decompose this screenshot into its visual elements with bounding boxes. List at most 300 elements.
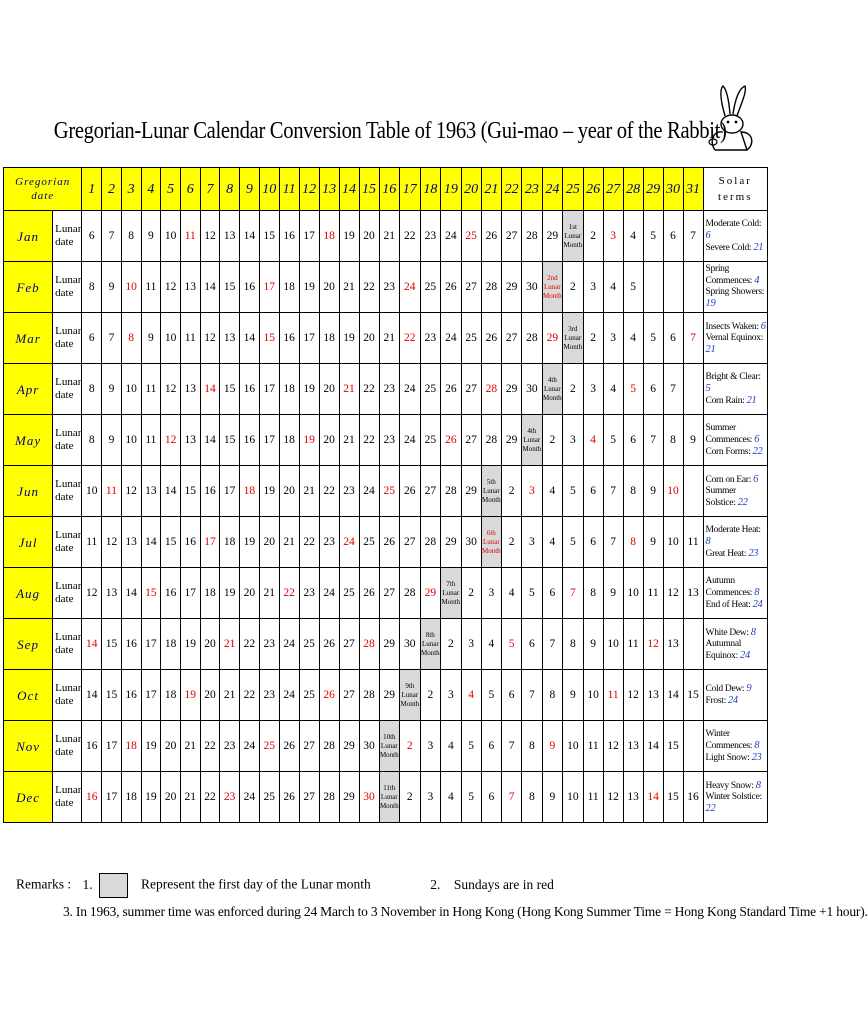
lunar-date-cell: 23 <box>259 670 279 721</box>
lunar-date-cell: 10 <box>82 466 102 517</box>
solar-term-date: 21 <box>705 343 716 355</box>
day-header-13: 13 <box>319 168 339 211</box>
lunar-date-cell: 9 <box>542 772 563 823</box>
solar-terms-cell <box>703 415 767 466</box>
lunar-date-cell: 27 <box>339 619 359 670</box>
month-label: Nov <box>4 721 53 772</box>
solar-term <box>706 372 767 395</box>
lunar-date-cell: 17 <box>220 466 240 517</box>
day-header-15: 15 <box>359 168 379 211</box>
lunar-date-cell: 14 <box>82 619 102 670</box>
lunar-date-cell: 23 <box>299 568 319 619</box>
day-header-17: 17 <box>400 168 421 211</box>
remarks-label: Remarks : <box>16 876 72 892</box>
lunar-date-cell: 2 <box>502 517 522 568</box>
lunar-date-cell: 21 <box>339 415 359 466</box>
lunar-date-label: Lunar date <box>53 772 82 823</box>
lunar-date-cell: 6 <box>643 364 663 415</box>
lunar-date-cell: 13 <box>102 568 122 619</box>
lunar-date-cell: 10 <box>563 721 584 772</box>
solar-term <box>706 752 767 764</box>
lunar-date-cell: 5 <box>643 211 663 262</box>
lunar-date-cell: 20 <box>259 517 279 568</box>
lunar-date-cell <box>683 619 703 670</box>
lunar-date-label: Lunar date <box>53 670 82 721</box>
lunar-date-label: Lunar date <box>53 721 82 772</box>
solar-terms-cell <box>703 262 767 313</box>
lunar-date-cell <box>683 466 703 517</box>
lunar-date-cell: 18 <box>319 211 339 262</box>
lunar-date-cell: 4 <box>623 211 643 262</box>
solar-term-date: 6 <box>760 320 766 332</box>
lunar-date-cell: 2 <box>583 211 603 262</box>
lunar-date-cell: 11 <box>141 364 161 415</box>
lunar-date-cell: 25 <box>420 364 441 415</box>
lunar-date-cell: 23 <box>379 364 400 415</box>
solar-term-name: Severe Cold: <box>705 242 752 253</box>
day-header-3: 3 <box>121 168 141 211</box>
month-row-feb <box>4 262 768 313</box>
solar-term <box>706 627 767 639</box>
solar-term <box>706 525 767 548</box>
solar-term-name: Autumn Commences: <box>705 575 753 598</box>
lunar-date-cell: 3 <box>583 364 603 415</box>
lunar-date-cell: 6 <box>82 313 102 364</box>
lunar-date-cell: 21 <box>339 262 359 313</box>
lunar-date-cell: 13 <box>180 262 200 313</box>
day-header-27: 27 <box>603 168 623 211</box>
lunar-date-cell: 15 <box>102 619 122 670</box>
month-label: Aug <box>4 568 53 619</box>
lunar-date-cell: 22 <box>200 721 220 772</box>
day-header-16: 16 <box>379 168 400 211</box>
lunar-date-cell: 12 <box>623 670 643 721</box>
lunar-date-label: Lunar date <box>53 313 82 364</box>
lunar-date-cell: 24 <box>400 364 421 415</box>
solar-term <box>706 683 767 695</box>
lunar-date-cell: 12 <box>161 262 181 313</box>
solar-term-date: 8 <box>705 535 711 547</box>
lunar-date-cell: 6 <box>583 517 603 568</box>
lunar-date-cell: 17 <box>141 619 161 670</box>
lunar-date-cell: 12 <box>121 466 141 517</box>
lunar-month-start-cell: 9th Lunar Month <box>400 670 421 721</box>
solar-terms-cell <box>703 313 767 364</box>
lunar-date-cell: 25 <box>339 568 359 619</box>
lunar-date-cell: 7 <box>643 415 663 466</box>
month-label: Jan <box>4 211 53 262</box>
lunar-date-cell: 7 <box>663 364 683 415</box>
lunar-date-cell: 18 <box>279 262 299 313</box>
lunar-date-cell: 3 <box>583 262 603 313</box>
lunar-date-cell: 12 <box>603 772 623 823</box>
lunar-date-cell: 13 <box>180 364 200 415</box>
lunar-date-cell: 16 <box>180 517 200 568</box>
lunar-date-cell: 6 <box>481 721 502 772</box>
month-label: Dec <box>4 772 53 823</box>
lunar-date-cell: 7 <box>522 670 543 721</box>
lunar-date-cell: 27 <box>461 415 481 466</box>
month-label: Feb <box>4 262 53 313</box>
lunar-date-cell: 16 <box>82 721 102 772</box>
lunar-date-cell: 24 <box>279 619 299 670</box>
lunar-date-cell: 20 <box>359 313 379 364</box>
solar-terms-cell <box>703 670 767 721</box>
lunar-date-cell: 20 <box>200 670 220 721</box>
lunar-date-cell: 25 <box>299 619 319 670</box>
lunar-date-cell: 12 <box>200 313 220 364</box>
lunar-date-cell: 15 <box>220 364 240 415</box>
lunar-date-cell: 6 <box>502 670 522 721</box>
lunar-date-cell: 21 <box>379 313 400 364</box>
lunar-date-cell: 18 <box>220 517 240 568</box>
lunar-date-cell: 26 <box>379 517 400 568</box>
solar-term-name: Moderate Cold: <box>705 218 762 229</box>
lunar-month-start-cell: 4th Lunar Month <box>522 415 543 466</box>
lunar-date-cell: 16 <box>161 568 181 619</box>
day-header-24: 24 <box>542 168 563 211</box>
solar-term-name: Great Heat: <box>705 548 747 559</box>
lunar-date-label: Lunar date <box>53 364 82 415</box>
lunar-date-cell: 14 <box>643 772 663 823</box>
lunar-date-cell: 5 <box>461 772 481 823</box>
lunar-date-cell: 12 <box>603 721 623 772</box>
lunar-date-cell: 3 <box>441 670 462 721</box>
lunar-date-cell: 2 <box>563 262 584 313</box>
lunar-date-cell: 20 <box>240 568 260 619</box>
lunar-date-cell: 16 <box>121 670 141 721</box>
lunar-date-cell: 12 <box>161 364 181 415</box>
day-header-11: 11 <box>279 168 299 211</box>
solar-term-name: Spring Commences: <box>705 264 753 286</box>
lunar-date-cell: 3 <box>603 211 623 262</box>
lunar-date-cell: 7 <box>603 517 623 568</box>
lunar-date-cell: 6 <box>481 772 502 823</box>
lunar-date-cell: 17 <box>141 670 161 721</box>
lunar-date-cell: 19 <box>180 619 200 670</box>
lunar-date-cell: 13 <box>141 466 161 517</box>
lunar-date-cell: 4 <box>603 364 623 415</box>
lunar-date-cell: 26 <box>359 568 379 619</box>
lunar-date-cell: 28 <box>400 568 421 619</box>
lunar-date-cell: 22 <box>359 364 379 415</box>
lunar-date-cell: 27 <box>420 466 441 517</box>
month-label: Jun <box>4 466 53 517</box>
lunar-date-cell: 22 <box>400 313 421 364</box>
day-header-28: 28 <box>623 168 643 211</box>
lunar-date-cell: 13 <box>623 721 643 772</box>
lunar-date-cell: 28 <box>420 517 441 568</box>
month-row-jul <box>4 517 768 568</box>
lunar-date-cell: 5 <box>502 619 522 670</box>
day-header-19: 19 <box>441 168 462 211</box>
solar-terms-cell <box>703 517 767 568</box>
lunar-date-cell: 11 <box>683 517 703 568</box>
solar-term-date: 8 <box>750 626 756 638</box>
lunar-date-cell: 30 <box>522 364 543 415</box>
lunar-date-cell: 29 <box>379 670 400 721</box>
lunar-date-cell: 14 <box>121 568 141 619</box>
lunar-date-label: Lunar date <box>53 211 82 262</box>
solar-terms-cell <box>703 568 767 619</box>
lunar-date-cell: 2 <box>400 772 421 823</box>
lunar-date-cell: 16 <box>240 262 260 313</box>
lunar-date-cell <box>683 364 703 415</box>
month-row-dec <box>4 772 768 823</box>
solar-term-name: Summer Solstice: <box>705 485 736 508</box>
lunar-date-cell: 7 <box>102 211 122 262</box>
lunar-date-cell: 30 <box>400 619 421 670</box>
lunar-date-cell: 4 <box>481 619 502 670</box>
lunar-date-cell: 20 <box>319 415 339 466</box>
lunar-date-cell: 17 <box>102 721 122 772</box>
lunar-date-cell: 22 <box>359 262 379 313</box>
lunar-date-cell: 21 <box>299 466 319 517</box>
lunar-date-cell: 21 <box>180 721 200 772</box>
remark-1-text: Represent the first day of the Lunar month <box>141 876 371 892</box>
month-label: May <box>4 415 53 466</box>
lunar-date-cell: 6 <box>623 415 643 466</box>
lunar-date-cell: 6 <box>542 568 563 619</box>
lunar-date-cell: 14 <box>240 313 260 364</box>
solar-term <box>706 639 767 662</box>
lunar-date-cell: 29 <box>542 313 563 364</box>
lunar-date-cell: 28 <box>319 772 339 823</box>
lunar-date-cell: 17 <box>102 772 122 823</box>
lunar-date-cell: 4 <box>461 670 481 721</box>
day-header-25: 25 <box>563 168 584 211</box>
lunar-date-cell: 9 <box>643 517 663 568</box>
lunar-date-cell: 15 <box>180 466 200 517</box>
lunar-date-cell: 15 <box>259 211 279 262</box>
solar-term <box>706 321 767 333</box>
lunar-date-cell: 24 <box>400 415 421 466</box>
day-header-5: 5 <box>161 168 181 211</box>
lunar-date-cell: 8 <box>522 772 543 823</box>
lunar-date-cell: 8 <box>663 415 683 466</box>
lunar-month-start-cell: 10th Lunar Month <box>379 721 400 772</box>
lunar-date-cell: 11 <box>180 211 200 262</box>
lunar-date-cell: 28 <box>481 262 502 313</box>
lunar-date-cell: 15 <box>102 670 122 721</box>
solar-term <box>706 287 767 310</box>
lunar-date-cell: 18 <box>319 313 339 364</box>
lunar-date-cell: 10 <box>121 262 141 313</box>
solar-term-name: Bright & Clear: <box>705 371 761 382</box>
conversion-table <box>3 167 768 823</box>
solar-term-date: 4 <box>754 275 760 286</box>
solar-term <box>706 242 767 254</box>
lunar-date-cell: 29 <box>339 721 359 772</box>
lunar-date-cell: 11 <box>583 721 603 772</box>
lunar-date-cell <box>663 262 683 313</box>
lunar-date-cell: 11 <box>623 619 643 670</box>
lunar-date-cell: 6 <box>522 619 543 670</box>
lunar-date-cell: 21 <box>279 517 299 568</box>
solar-term-date: 21 <box>753 241 764 253</box>
lunar-date-cell: 21 <box>259 568 279 619</box>
lunar-date-cell: 7 <box>683 211 703 262</box>
lunar-date-cell: 24 <box>400 262 421 313</box>
lunar-date-cell: 8 <box>542 670 563 721</box>
month-row-sep <box>4 619 768 670</box>
lunar-date-cell: 22 <box>359 415 379 466</box>
lunar-date-cell: 26 <box>279 772 299 823</box>
lunar-date-cell <box>683 721 703 772</box>
solar-term-name: Frost: <box>705 696 726 706</box>
lunar-date-cell: 10 <box>663 517 683 568</box>
lunar-date-cell: 5 <box>623 364 643 415</box>
solar-term-date: 8 <box>754 586 760 598</box>
lunar-date-cell: 10 <box>563 772 584 823</box>
lunar-date-cell: 27 <box>502 313 522 364</box>
lunar-date-cell: 20 <box>161 721 181 772</box>
lunar-date-cell: 24 <box>279 670 299 721</box>
lunar-date-cell: 21 <box>180 772 200 823</box>
month-row-oct <box>4 670 768 721</box>
lunar-date-cell: 29 <box>502 262 522 313</box>
lunar-date-cell: 21 <box>220 670 240 721</box>
solar-term <box>706 576 767 599</box>
lunar-date-cell: 14 <box>200 262 220 313</box>
lunar-date-cell: 4 <box>603 262 623 313</box>
solar-term-name: End of Heat: <box>705 599 751 610</box>
solar-term-name: Corn Rain: <box>705 395 745 406</box>
lunar-date-cell: 13 <box>623 772 643 823</box>
lunar-date-cell: 7 <box>563 568 584 619</box>
solar-term-date: 5 <box>705 382 711 394</box>
lunar-date-cell: 29 <box>420 568 441 619</box>
solar-term-date: 23 <box>751 751 762 763</box>
lunar-month-start-cell: 11th Lunar Month <box>379 772 400 823</box>
lunar-date-cell: 27 <box>339 670 359 721</box>
lunar-date-cell: 10 <box>623 568 643 619</box>
lunar-date-cell: 8 <box>82 415 102 466</box>
month-label: Oct <box>4 670 53 721</box>
lunar-month-start-cell: 4th Lunar Month <box>542 364 563 415</box>
lunar-date-cell: 4 <box>583 415 603 466</box>
lunar-date-cell: 12 <box>102 517 122 568</box>
solar-terms-cell <box>703 211 767 262</box>
lunar-date-cell: 4 <box>623 313 643 364</box>
lunar-date-cell: 14 <box>161 466 181 517</box>
lunar-date-cell: 18 <box>240 466 260 517</box>
month-label: Apr <box>4 364 53 415</box>
lunar-date-cell: 30 <box>461 517 481 568</box>
lunar-date-cell: 26 <box>400 466 421 517</box>
lunar-date-cell: 11 <box>102 466 122 517</box>
lunar-month-start-cell: 2nd Lunar Month <box>542 262 563 313</box>
lunar-date-cell: 6 <box>82 211 102 262</box>
lunar-date-cell: 21 <box>220 619 240 670</box>
lunar-date-cell: 10 <box>121 364 141 415</box>
lunar-date-cell: 15 <box>141 568 161 619</box>
lunar-date-cell: 25 <box>379 466 400 517</box>
lunar-date-cell: 8 <box>82 364 102 415</box>
lunar-date-cell: 5 <box>643 313 663 364</box>
day-header-20: 20 <box>461 168 481 211</box>
lunar-date-cell: 23 <box>379 415 400 466</box>
lunar-date-cell: 26 <box>441 262 462 313</box>
lunar-date-cell: 29 <box>339 772 359 823</box>
lunar-date-cell: 22 <box>319 466 339 517</box>
lunar-date-cell: 9 <box>102 364 122 415</box>
lunar-date-cell: 29 <box>502 364 522 415</box>
lunar-date-cell: 9 <box>102 262 122 313</box>
lunar-date-cell: 24 <box>240 721 260 772</box>
lunar-date-cell: 6 <box>583 466 603 517</box>
lunar-date-cell: 9 <box>141 313 161 364</box>
lunar-date-cell: 4 <box>441 721 462 772</box>
lunar-date-cell: 26 <box>481 211 502 262</box>
solar-term-date: 22 <box>752 445 763 457</box>
lunar-date-cell: 28 <box>481 415 502 466</box>
lunar-date-cell: 19 <box>141 772 161 823</box>
lunar-date-cell: 11 <box>583 772 603 823</box>
day-header-2: 2 <box>102 168 122 211</box>
solar-term-date: 22 <box>705 802 716 814</box>
lunar-date-cell: 17 <box>180 568 200 619</box>
solar-term <box>706 599 767 611</box>
lunar-date-cell: 13 <box>663 619 683 670</box>
lunar-month-start-cell: 3rd Lunar Month <box>563 313 584 364</box>
solar-term-name: Spring Showers: <box>705 287 765 297</box>
solar-term-date: 24 <box>727 695 738 706</box>
lunar-date-cell: 16 <box>683 772 703 823</box>
lunar-date-cell: 3 <box>461 619 481 670</box>
lunar-date-cell: 16 <box>240 415 260 466</box>
lunar-date-cell: 26 <box>319 670 339 721</box>
page-title: Gregorian-Lunar Calendar Conversion Table of 1963 (Gui-mao – year of the Rabbit) <box>53 118 727 144</box>
month-row-aug <box>4 568 768 619</box>
lunar-date-cell: 14 <box>82 670 102 721</box>
lunar-date-cell: 24 <box>359 466 379 517</box>
lunar-date-cell: 3 <box>420 772 441 823</box>
month-row-may <box>4 415 768 466</box>
solar-term <box>706 446 767 458</box>
lunar-date-cell: 14 <box>240 211 260 262</box>
lunar-date-cell: 7 <box>683 313 703 364</box>
lunar-date-cell: 30 <box>359 721 379 772</box>
lunar-date-cell: 18 <box>200 568 220 619</box>
lunar-date-cell: 24 <box>441 211 462 262</box>
lunar-date-cell: 22 <box>240 670 260 721</box>
solar-term-name: Vernal Equinox: <box>705 332 764 343</box>
solar-term-name: Cold Dew: <box>705 684 745 694</box>
lunar-date-cell: 9 <box>643 466 663 517</box>
lunar-date-cell: 8 <box>583 568 603 619</box>
lunar-date-cell: 9 <box>603 568 623 619</box>
lunar-date-cell: 9 <box>563 670 584 721</box>
solar-terms-header: Solar terms <box>703 168 767 211</box>
solar-term-date: 24 <box>752 598 763 610</box>
lunar-date-cell: 15 <box>220 415 240 466</box>
lunar-date-cell: 17 <box>259 262 279 313</box>
lunar-date-cell: 28 <box>319 721 339 772</box>
lunar-date-cell: 26 <box>279 721 299 772</box>
day-header-6: 6 <box>180 168 200 211</box>
lunar-date-cell: 16 <box>279 313 299 364</box>
lunar-date-cell: 28 <box>441 466 462 517</box>
lunar-date-cell: 4 <box>441 772 462 823</box>
solar-term <box>706 333 767 356</box>
day-header-21: 21 <box>481 168 502 211</box>
lunar-date-cell: 20 <box>319 262 339 313</box>
lunar-date-cell: 18 <box>121 772 141 823</box>
lunar-date-cell: 24 <box>441 313 462 364</box>
solar-term-name: Autumnal Equinox: <box>705 638 742 661</box>
lunar-date-cell: 18 <box>161 670 181 721</box>
